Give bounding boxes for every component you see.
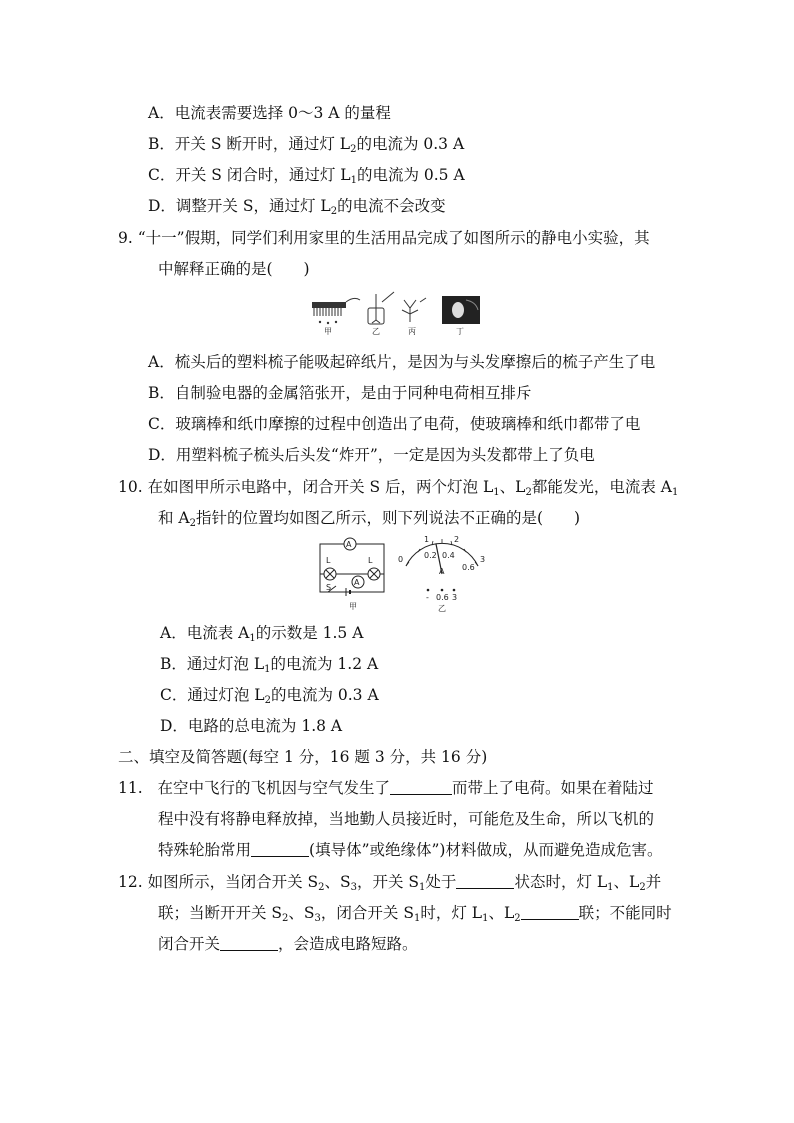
svg-text:0: 0 bbox=[398, 555, 404, 564]
q10-stem-line2: 和 $A_2$指针的位置均如图乙所示，则下列说法不正确的是( ) bbox=[158, 509, 581, 529]
q11-line3: 特殊轮胎常用 (填导体”或绝缘体”)材料做成，从而避免造成危害。 bbox=[158, 841, 663, 859]
q8-option-d: D．调整开关 S，通过灯 $L_2$的电流不会改变 bbox=[148, 197, 446, 217]
q11-blank-2[interactable] bbox=[251, 841, 309, 857]
q9-stem-line2: 中解释正确的是( ) bbox=[158, 260, 310, 278]
q12-blank-2[interactable] bbox=[521, 904, 579, 920]
q10-option-d: D．电路的总电流为 1.8 A bbox=[160, 717, 343, 735]
svg-text:3: 3 bbox=[452, 593, 458, 602]
q12-line1: 12. 如图所示，当闭合开关 $S_2$、$S_3$，开关 $S_1$处于 状态时，灯 $L_1$、$L_2$并 bbox=[118, 873, 662, 893]
q12-blank-3[interactable] bbox=[220, 935, 278, 951]
svg-text:A: A bbox=[354, 578, 360, 587]
svg-text:0.2: 0.2 bbox=[424, 551, 437, 560]
q8-option-a: A．电流表需要选择 0～3 A 的量程 bbox=[148, 104, 391, 122]
paper-strip-illustration bbox=[402, 298, 426, 322]
svg-text:L: L bbox=[368, 556, 373, 565]
q10-option-c: C．通过灯泡 $L_2$的电流为 0.3 A bbox=[160, 686, 379, 706]
svg-text:0.4: 0.4 bbox=[442, 551, 455, 560]
q10-option-a: A．电流表 $A_1$的示数是 1.5 A bbox=[160, 624, 364, 644]
svg-text:0.6: 0.6 bbox=[462, 563, 475, 572]
q10-stem-line1: 10. 在如图甲所示电路中，闭合开关 S 后，两个灯泡 $L_1$、$L_2$都能发光，电流表 $A_1$ bbox=[118, 478, 679, 498]
fig-label-yi: 乙 bbox=[372, 327, 380, 336]
circuit-label-jia: 甲 bbox=[349, 602, 357, 611]
svg-text:-: - bbox=[426, 593, 429, 602]
q11-line1: 11. 在空中飞行的飞机因与空气发生了 而带上了电荷。如果在着陆过 bbox=[118, 779, 654, 797]
svg-text:L: L bbox=[326, 556, 331, 565]
q10-ammeter-figure bbox=[396, 534, 488, 614]
q12-line2: 联；当断开开关 $S_2$、$S_3$，闭合开关 $S_1$时，灯 $L_1$、$L_2$ 联；不能同时 bbox=[158, 904, 672, 924]
fig-label-ding: 丁 bbox=[456, 327, 464, 336]
section-2-title: 二、填空及简答题(每空 1 分，16 题 3 分，共 16 分) bbox=[118, 748, 488, 766]
fig-label-jia: 甲 bbox=[324, 327, 332, 336]
q8-option-c: C．开关 S 闭合时，通过灯 $L_1$的电流为 0.5 A bbox=[148, 166, 465, 186]
q12-line3: 闭合开关 ，会造成电路短路。 bbox=[158, 935, 418, 953]
q9-option-d: D．用塑料梳子梳头后头发“炸开”，一定是因为头发都带上了负电 bbox=[148, 446, 595, 464]
svg-text:2: 2 bbox=[454, 535, 460, 544]
svg-text:1: 1 bbox=[424, 535, 430, 544]
q9-stem-line1: 9. “十一”假期，同学们利用家里的生活用品完成了如图所示的静电小实验，其 bbox=[118, 229, 650, 247]
fig-label-bing: 丙 bbox=[408, 327, 416, 336]
svg-text:3: 3 bbox=[480, 555, 486, 564]
hair-illustration bbox=[442, 296, 480, 324]
q11-blank-1[interactable] bbox=[390, 779, 452, 795]
q9-figure bbox=[308, 290, 488, 338]
q9-option-a: A．梳头后的塑料梳子能吸起碎纸片，是因为与头发摩擦后的梳子产生了电 bbox=[148, 353, 656, 371]
ammeter-label-yi: 乙 bbox=[438, 604, 446, 613]
q10-circuit-figure bbox=[312, 534, 392, 614]
q11-line2: 程中没有将静电释放掉，当地勤人员接近时，可能危及生命，所以飞机的 bbox=[158, 810, 655, 828]
svg-text:A: A bbox=[346, 540, 352, 549]
q9-option-b: B．自制验电器的金属箔张开，是由于同种电荷相互排斥 bbox=[148, 384, 532, 402]
electroscope-illustration bbox=[368, 292, 394, 324]
q8-option-b: B．开关 S 断开时，通过灯 $L_2$的电流为 0.3 A bbox=[148, 135, 465, 155]
comb-illustration bbox=[312, 298, 360, 324]
q12-blank-1[interactable] bbox=[456, 873, 514, 889]
q10-option-b: B．通过灯泡 $L_1$的电流为 1.2 A bbox=[160, 655, 379, 675]
q9-option-c: C．玻璃棒和纸巾摩擦的过程中创造出了电荷，使玻璃棒和纸巾都带了电 bbox=[148, 415, 641, 433]
svg-text:0.6: 0.6 bbox=[436, 593, 449, 602]
svg-text:A: A bbox=[439, 567, 445, 576]
svg-text:S: S bbox=[326, 583, 332, 592]
